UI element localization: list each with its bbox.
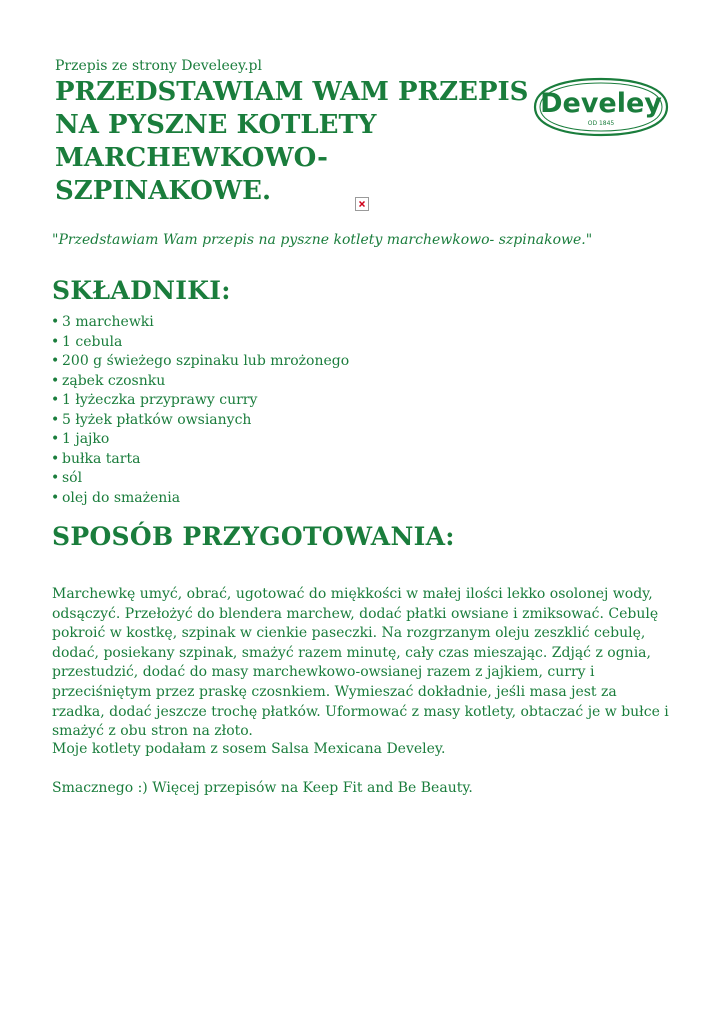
list-item — [51, 469, 349, 489]
bullet: • — [51, 392, 60, 408]
list-item — [51, 411, 349, 431]
ingredient-text: olej do smażenia — [62, 489, 181, 506]
develey-logo — [532, 76, 670, 138]
ingredient-text: bułka tarta — [62, 450, 141, 467]
list-item — [51, 372, 349, 392]
recipe-title: PRZEDSTAWIAM WAM PRZEPIS NA PYSZNE KOTLETY MARCHEWKOWO- SZPINAKOWE. — [55, 77, 529, 206]
source-line: Przepis ze strony Develeey.pl — [55, 58, 262, 74]
list-item — [51, 391, 349, 411]
ingredient-text: 200 g świeżego szpinaku lub mrożonego — [62, 353, 350, 369]
bullet: • — [51, 314, 60, 330]
logo-brand-text: Develey — [540, 88, 662, 119]
intro-text: Przedstawiam Wam przepis na pyszne kotlety marchewkowo- szpinakowe. — [58, 232, 586, 248]
list-item — [51, 313, 349, 333]
ingredients-heading: SKŁADNIKI: — [52, 276, 231, 305]
list-item — [51, 430, 349, 450]
bullet: • — [51, 372, 60, 389]
list-item — [51, 352, 349, 372]
bullet: • — [51, 333, 60, 350]
intro-quote — [52, 232, 592, 248]
logo-tagline-text: OD 1845 — [587, 120, 615, 127]
list-item — [51, 489, 349, 509]
ingredient-text: sól — [62, 470, 83, 486]
ingredient-text: 5 łyżek płatków owsianych — [62, 411, 252, 428]
bullet: • — [51, 353, 60, 369]
closing-note: Smacznego :) Więcej przepisów na Keep Fit and Be Beauty. — [52, 780, 473, 796]
list-item — [51, 333, 349, 353]
ingredient-text: 1 jajko — [62, 431, 110, 447]
bullet: • — [51, 470, 60, 486]
ingredient-text: ząbek czosnku — [62, 372, 166, 389]
list-item — [51, 450, 349, 470]
ingredient-text: 1 cebula — [62, 333, 123, 350]
ingredient-text: 3 marchewki — [62, 314, 154, 330]
method-text: Marchewkę umyć, obrać, ugotować do miękkości w małej ilości lekko osolonej wody, odsączyć. Przełożyć do blendera marchew, dodać płatki owsiane i zmiksować. Cebulę pokroić w kostkę, szpinak w cienkie paseczki. Na rozgrzanym oleju zeszklić cebulę, dodać, posiekany szpinak, smażyć razem minutę, cały czas mieszając. Zdjąć z ognia, przestudzić, dodać do masy marchewkowo-owsianej razem z jajkiem, curry i przeciśniętym przez praskę czosnkiem. Wymieszać dokładnie, jeśli masa jest za rzadka, dodać jeszcze trochę płatków. Uformować z masy kotlety, obtaczać je w bułce i smażyć z obu stron na złoto. — [52, 586, 669, 740]
intro-close-quote: " — [585, 232, 593, 248]
method-heading: SPOSÓB PRZYGOTOWANIA: — [52, 522, 455, 551]
bullet: • — [51, 450, 60, 467]
bullet: • — [51, 411, 60, 428]
ingredient-text: 1 łyżeczka przyprawy curry — [62, 392, 258, 408]
served-note: Moje kotlety podałam z sosem Salsa Mexicana Develey. — [52, 741, 446, 757]
bullet: • — [51, 489, 60, 506]
broken-image-icon — [355, 197, 369, 211]
ingredients-list — [51, 313, 349, 508]
bullet: • — [51, 431, 60, 447]
intro-open-quote: " — [52, 232, 59, 248]
